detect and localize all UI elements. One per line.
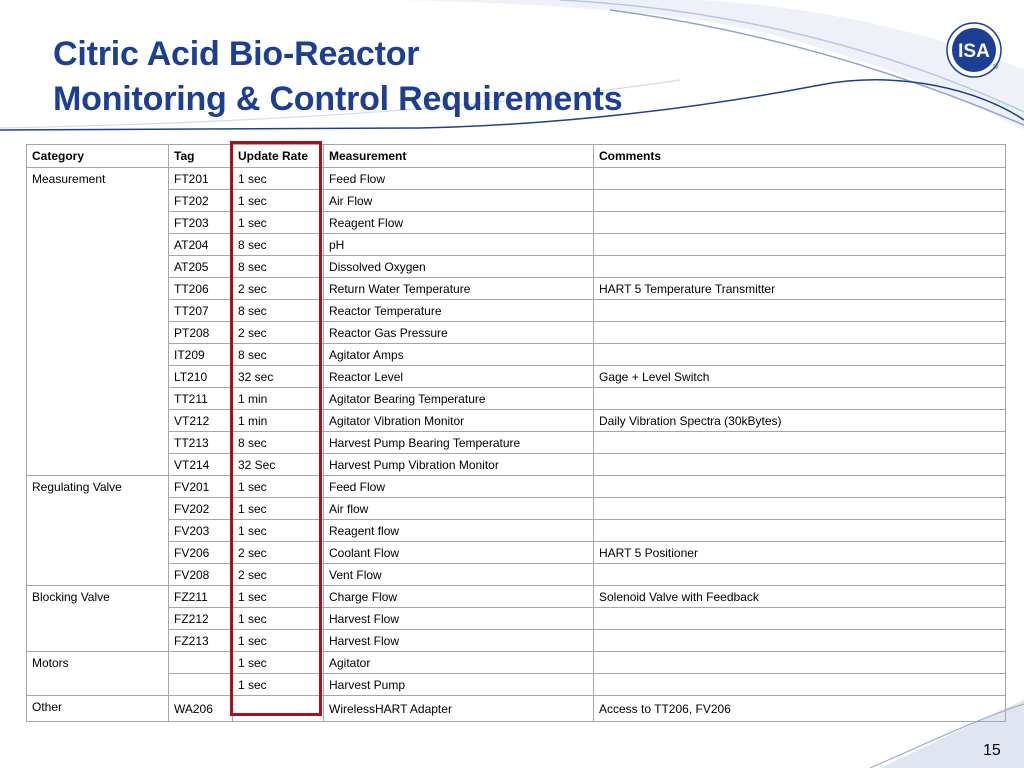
table-row (27, 388, 1006, 410)
comments-cell (594, 498, 1006, 520)
update-rate-cell: 1 sec (233, 476, 324, 498)
slide-title (53, 32, 623, 122)
comments-cell (594, 674, 1006, 696)
tag-cell: PT208 (169, 322, 233, 344)
measurement-cell: Feed Flow (324, 476, 594, 498)
header-tag: Tag (169, 145, 233, 168)
header-comments: Comments (594, 145, 1006, 168)
comments-cell (594, 190, 1006, 212)
logo-text: ISA (958, 41, 990, 62)
comments-cell (594, 608, 1006, 630)
table-row (27, 410, 1006, 432)
table-row (27, 190, 1006, 212)
table-row (27, 608, 1006, 630)
measurement-cell: Air flow (324, 498, 594, 520)
tag-cell (169, 674, 233, 696)
tag-cell: FV203 (169, 520, 233, 542)
update-rate-cell: 1 sec (233, 652, 324, 674)
category-cell: Measurement (27, 168, 169, 476)
comments-cell: Solenoid Valve with Feedback (594, 586, 1006, 608)
update-rate-cell: 1 min (233, 388, 324, 410)
comments-cell (594, 652, 1006, 674)
tag-cell: TT211 (169, 388, 233, 410)
table-row (27, 234, 1006, 256)
tag-cell: FV201 (169, 476, 233, 498)
tag-cell: FT202 (169, 190, 233, 212)
table-row (27, 256, 1006, 278)
measurement-cell: Charge Flow (324, 586, 594, 608)
category-cell: Regulating Valve (27, 476, 169, 586)
tag-cell: FV208 (169, 564, 233, 586)
tag-cell: WA206 (169, 696, 233, 722)
table-body (27, 168, 1006, 722)
update-rate-cell: 1 sec (233, 674, 324, 696)
tag-cell: TT213 (169, 432, 233, 454)
tag-cell: VT214 (169, 454, 233, 476)
update-rate-cell: 2 sec (233, 278, 324, 300)
measurement-cell: Reagent Flow (324, 212, 594, 234)
tag-cell: VT212 (169, 410, 233, 432)
tag-cell: TT206 (169, 278, 233, 300)
comments-cell: Gage + Level Switch (594, 366, 1006, 388)
measurement-cell: Feed Flow (324, 168, 594, 190)
tag-cell: AT205 (169, 256, 233, 278)
measurement-cell: pH (324, 234, 594, 256)
measurement-cell: Harvest Pump Vibration Monitor (324, 454, 594, 476)
update-rate-cell: 8 sec (233, 256, 324, 278)
update-rate-cell: 32 Sec (233, 454, 324, 476)
table-row (27, 564, 1006, 586)
measurement-cell: WirelessHART Adapter (324, 696, 594, 722)
measurement-cell: Coolant Flow (324, 542, 594, 564)
table-row (27, 344, 1006, 366)
logo-trademark: ® (993, 64, 999, 71)
tag-cell: FT201 (169, 168, 233, 190)
comments-cell (594, 168, 1006, 190)
comments-cell (594, 432, 1006, 454)
update-rate-cell: 1 sec (233, 168, 324, 190)
category-cell: Blocking Valve (27, 586, 169, 652)
table-row (27, 366, 1006, 388)
measurement-cell: Agitator Bearing Temperature (324, 388, 594, 410)
comments-cell (594, 322, 1006, 344)
title-line-2: Monitoring & Control Requirements (53, 80, 623, 118)
table-row (27, 542, 1006, 564)
table-row (27, 300, 1006, 322)
update-rate-cell: 32 sec (233, 366, 324, 388)
measurement-cell: Agitator (324, 652, 594, 674)
tag-cell: FV206 (169, 542, 233, 564)
table-header-row (27, 145, 1006, 168)
requirements-table (26, 144, 1006, 722)
table-row (27, 630, 1006, 652)
tag-cell (169, 652, 233, 674)
comments-cell (594, 300, 1006, 322)
category-cell: Motors (27, 652, 169, 696)
update-rate-cell: 8 sec (233, 300, 324, 322)
tag-cell: FV202 (169, 498, 233, 520)
measurement-cell: Dissolved Oxygen (324, 256, 594, 278)
comments-cell: HART 5 Temperature Transmitter (594, 278, 1006, 300)
measurement-cell: Reactor Level (324, 366, 594, 388)
update-rate-cell (233, 696, 324, 722)
table-row (27, 674, 1006, 696)
tag-cell: FZ213 (169, 630, 233, 652)
update-rate-cell: 1 sec (233, 190, 324, 212)
comments-cell (594, 256, 1006, 278)
comments-cell (594, 564, 1006, 586)
update-rate-cell: 1 sec (233, 212, 324, 234)
table-row (27, 322, 1006, 344)
tag-cell: FZ211 (169, 586, 233, 608)
comments-cell (594, 454, 1006, 476)
comments-cell (594, 212, 1006, 234)
comments-cell (594, 234, 1006, 256)
table-row (27, 652, 1006, 674)
tag-cell: AT204 (169, 234, 233, 256)
update-rate-cell: 1 min (233, 410, 324, 432)
measurement-cell: Agitator Amps (324, 344, 594, 366)
table-row (27, 168, 1006, 190)
category-cell: Other (27, 696, 169, 722)
measurement-cell: Harvest Flow (324, 630, 594, 652)
update-rate-cell: 1 sec (233, 608, 324, 630)
comments-cell: Access to TT206, FV206 (594, 696, 1006, 722)
title-line-1: Citric Acid Bio-Reactor (53, 35, 420, 73)
header-measurement: Measurement (324, 145, 594, 168)
tag-cell: FZ212 (169, 608, 233, 630)
update-rate-cell: 8 sec (233, 234, 324, 256)
update-rate-cell: 1 sec (233, 520, 324, 542)
tag-cell: TT207 (169, 300, 233, 322)
measurement-cell: Agitator Vibration Monitor (324, 410, 594, 432)
comments-cell (594, 388, 1006, 410)
measurement-cell: Reactor Temperature (324, 300, 594, 322)
comments-cell (594, 630, 1006, 652)
comments-cell (594, 520, 1006, 542)
update-rate-cell: 8 sec (233, 344, 324, 366)
update-rate-cell: 2 sec (233, 322, 324, 344)
measurement-cell: Vent Flow (324, 564, 594, 586)
update-rate-cell: 1 sec (233, 586, 324, 608)
measurement-cell: Harvest Pump Bearing Temperature (324, 432, 594, 454)
update-rate-cell: 2 sec (233, 542, 324, 564)
measurement-cell: Harvest Flow (324, 608, 594, 630)
header-category: Category (27, 145, 169, 168)
table-row (27, 278, 1006, 300)
table-row (27, 498, 1006, 520)
header-update-rate: Update Rate (233, 145, 324, 168)
update-rate-cell: 8 sec (233, 432, 324, 454)
comments-cell: Daily Vibration Spectra (30kBytes) (594, 410, 1006, 432)
comments-cell (594, 344, 1006, 366)
update-rate-cell: 1 sec (233, 498, 324, 520)
measurement-cell: Air Flow (324, 190, 594, 212)
page-number: 15 (983, 742, 1001, 759)
table-row (27, 520, 1006, 542)
table-row (27, 476, 1006, 498)
update-rate-cell: 1 sec (233, 630, 324, 652)
comments-cell (594, 476, 1006, 498)
tag-cell: LT210 (169, 366, 233, 388)
table-row (27, 212, 1006, 234)
measurement-cell: Return Water Temperature (324, 278, 594, 300)
table-row (27, 586, 1006, 608)
measurement-cell: Harvest Pump (324, 674, 594, 696)
tag-cell: FT203 (169, 212, 233, 234)
table-row (27, 454, 1006, 476)
measurement-cell: Reactor Gas Pressure (324, 322, 594, 344)
tag-cell: IT209 (169, 344, 233, 366)
update-rate-cell: 2 sec (233, 564, 324, 586)
table-row (27, 696, 1006, 722)
table-row (27, 432, 1006, 454)
measurement-cell: Reagent flow (324, 520, 594, 542)
comments-cell: HART 5 Positioner (594, 542, 1006, 564)
